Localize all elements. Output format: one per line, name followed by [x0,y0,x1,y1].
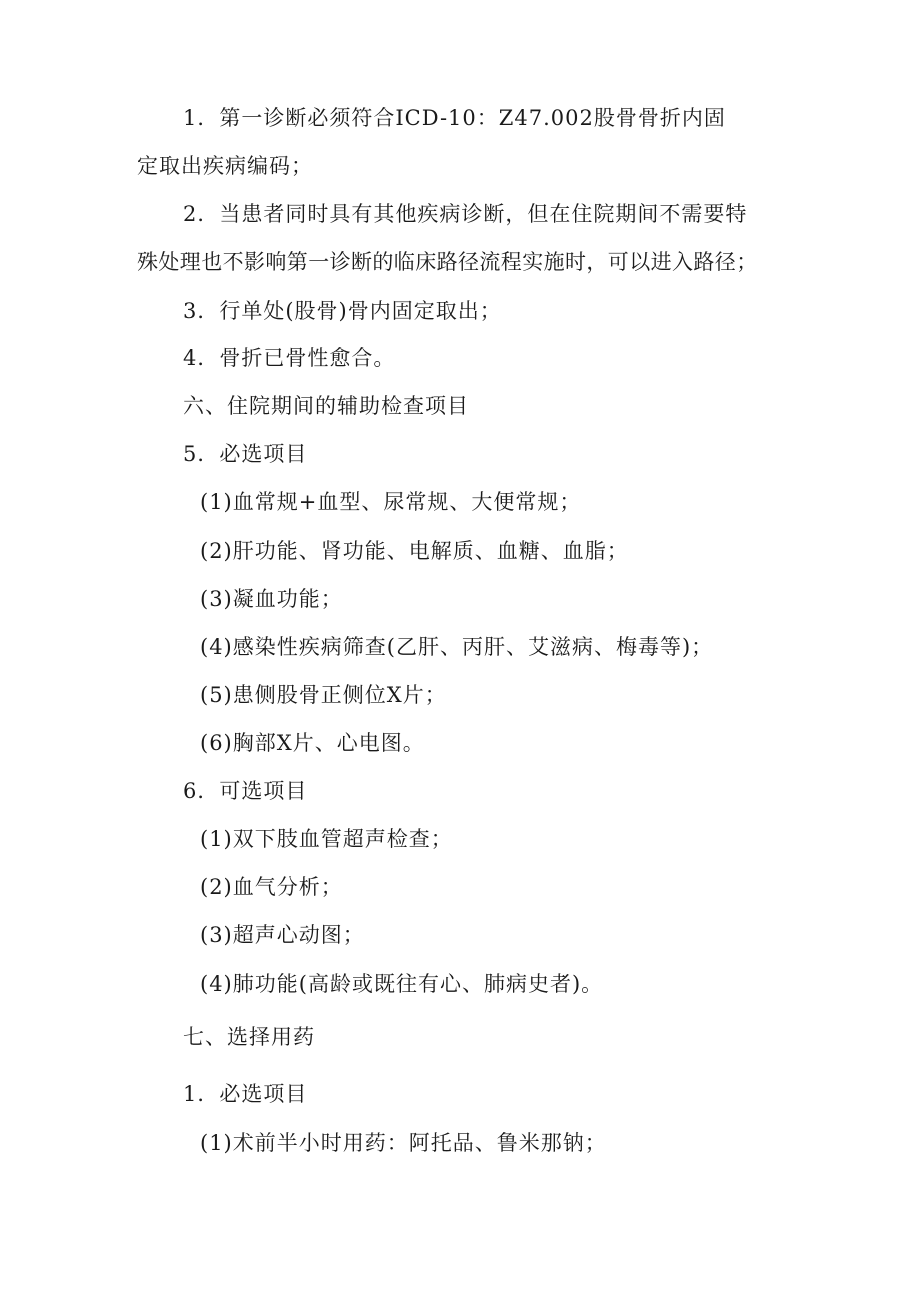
required-item-1: (1)血常规+血型、尿常规、大便常规； [200,490,582,514]
required-items-heading: 5．必选项目 [183,442,308,466]
item-2-line1: 2．当患者同时具有其他疾病诊断，但在住院期间不需要特 [183,202,748,226]
optional-item-4: (4)肺功能(高龄或既往有心、肺病史者)。 [200,972,604,996]
required-item-6: (6)胸部X片、心电图。 [200,731,425,755]
item-1-diagnosis-line1: 1．第一诊断必须符合ICD-10：Z47.002股骨骨折内固 [183,106,726,130]
required-item-5: (5)患侧股骨正侧位X片； [200,683,447,707]
item-2-line2: 殊处理也不影响第一诊断的临床路径流程实施时，可以进入路径； [137,250,758,274]
section-7-heading: 七、选择用药 [183,1025,315,1049]
medication-required-heading: 1．必选项目 [183,1082,308,1106]
required-item-2: (2)肝功能、肾功能、电解质、血糖、血脂； [200,539,629,563]
item-3: 3．行单处(股骨)骨内固定取出； [183,299,502,323]
item-4: 4．骨折已骨性愈合。 [183,346,396,370]
optional-items-heading: 6．可选项目 [183,779,308,803]
optional-item-3: (3)超声心动图； [200,923,365,947]
medication-item-1: (1)术前半小时用药：阿托品、鲁米那钠； [200,1131,607,1155]
item-1-diagnosis-line2: 定取出疾病编码； [137,154,313,178]
optional-item-2: (2)血气分析； [200,875,343,899]
section-6-heading: 六、住院期间的辅助检查项目 [183,394,469,418]
required-item-4: (4)感染性疾病筛查(乙肝、丙肝、艾滋病、梅毒等)； [200,635,714,659]
optional-item-1: (1)双下肢血管超声检查； [200,827,453,851]
required-item-3: (3)凝血功能； [200,587,343,611]
